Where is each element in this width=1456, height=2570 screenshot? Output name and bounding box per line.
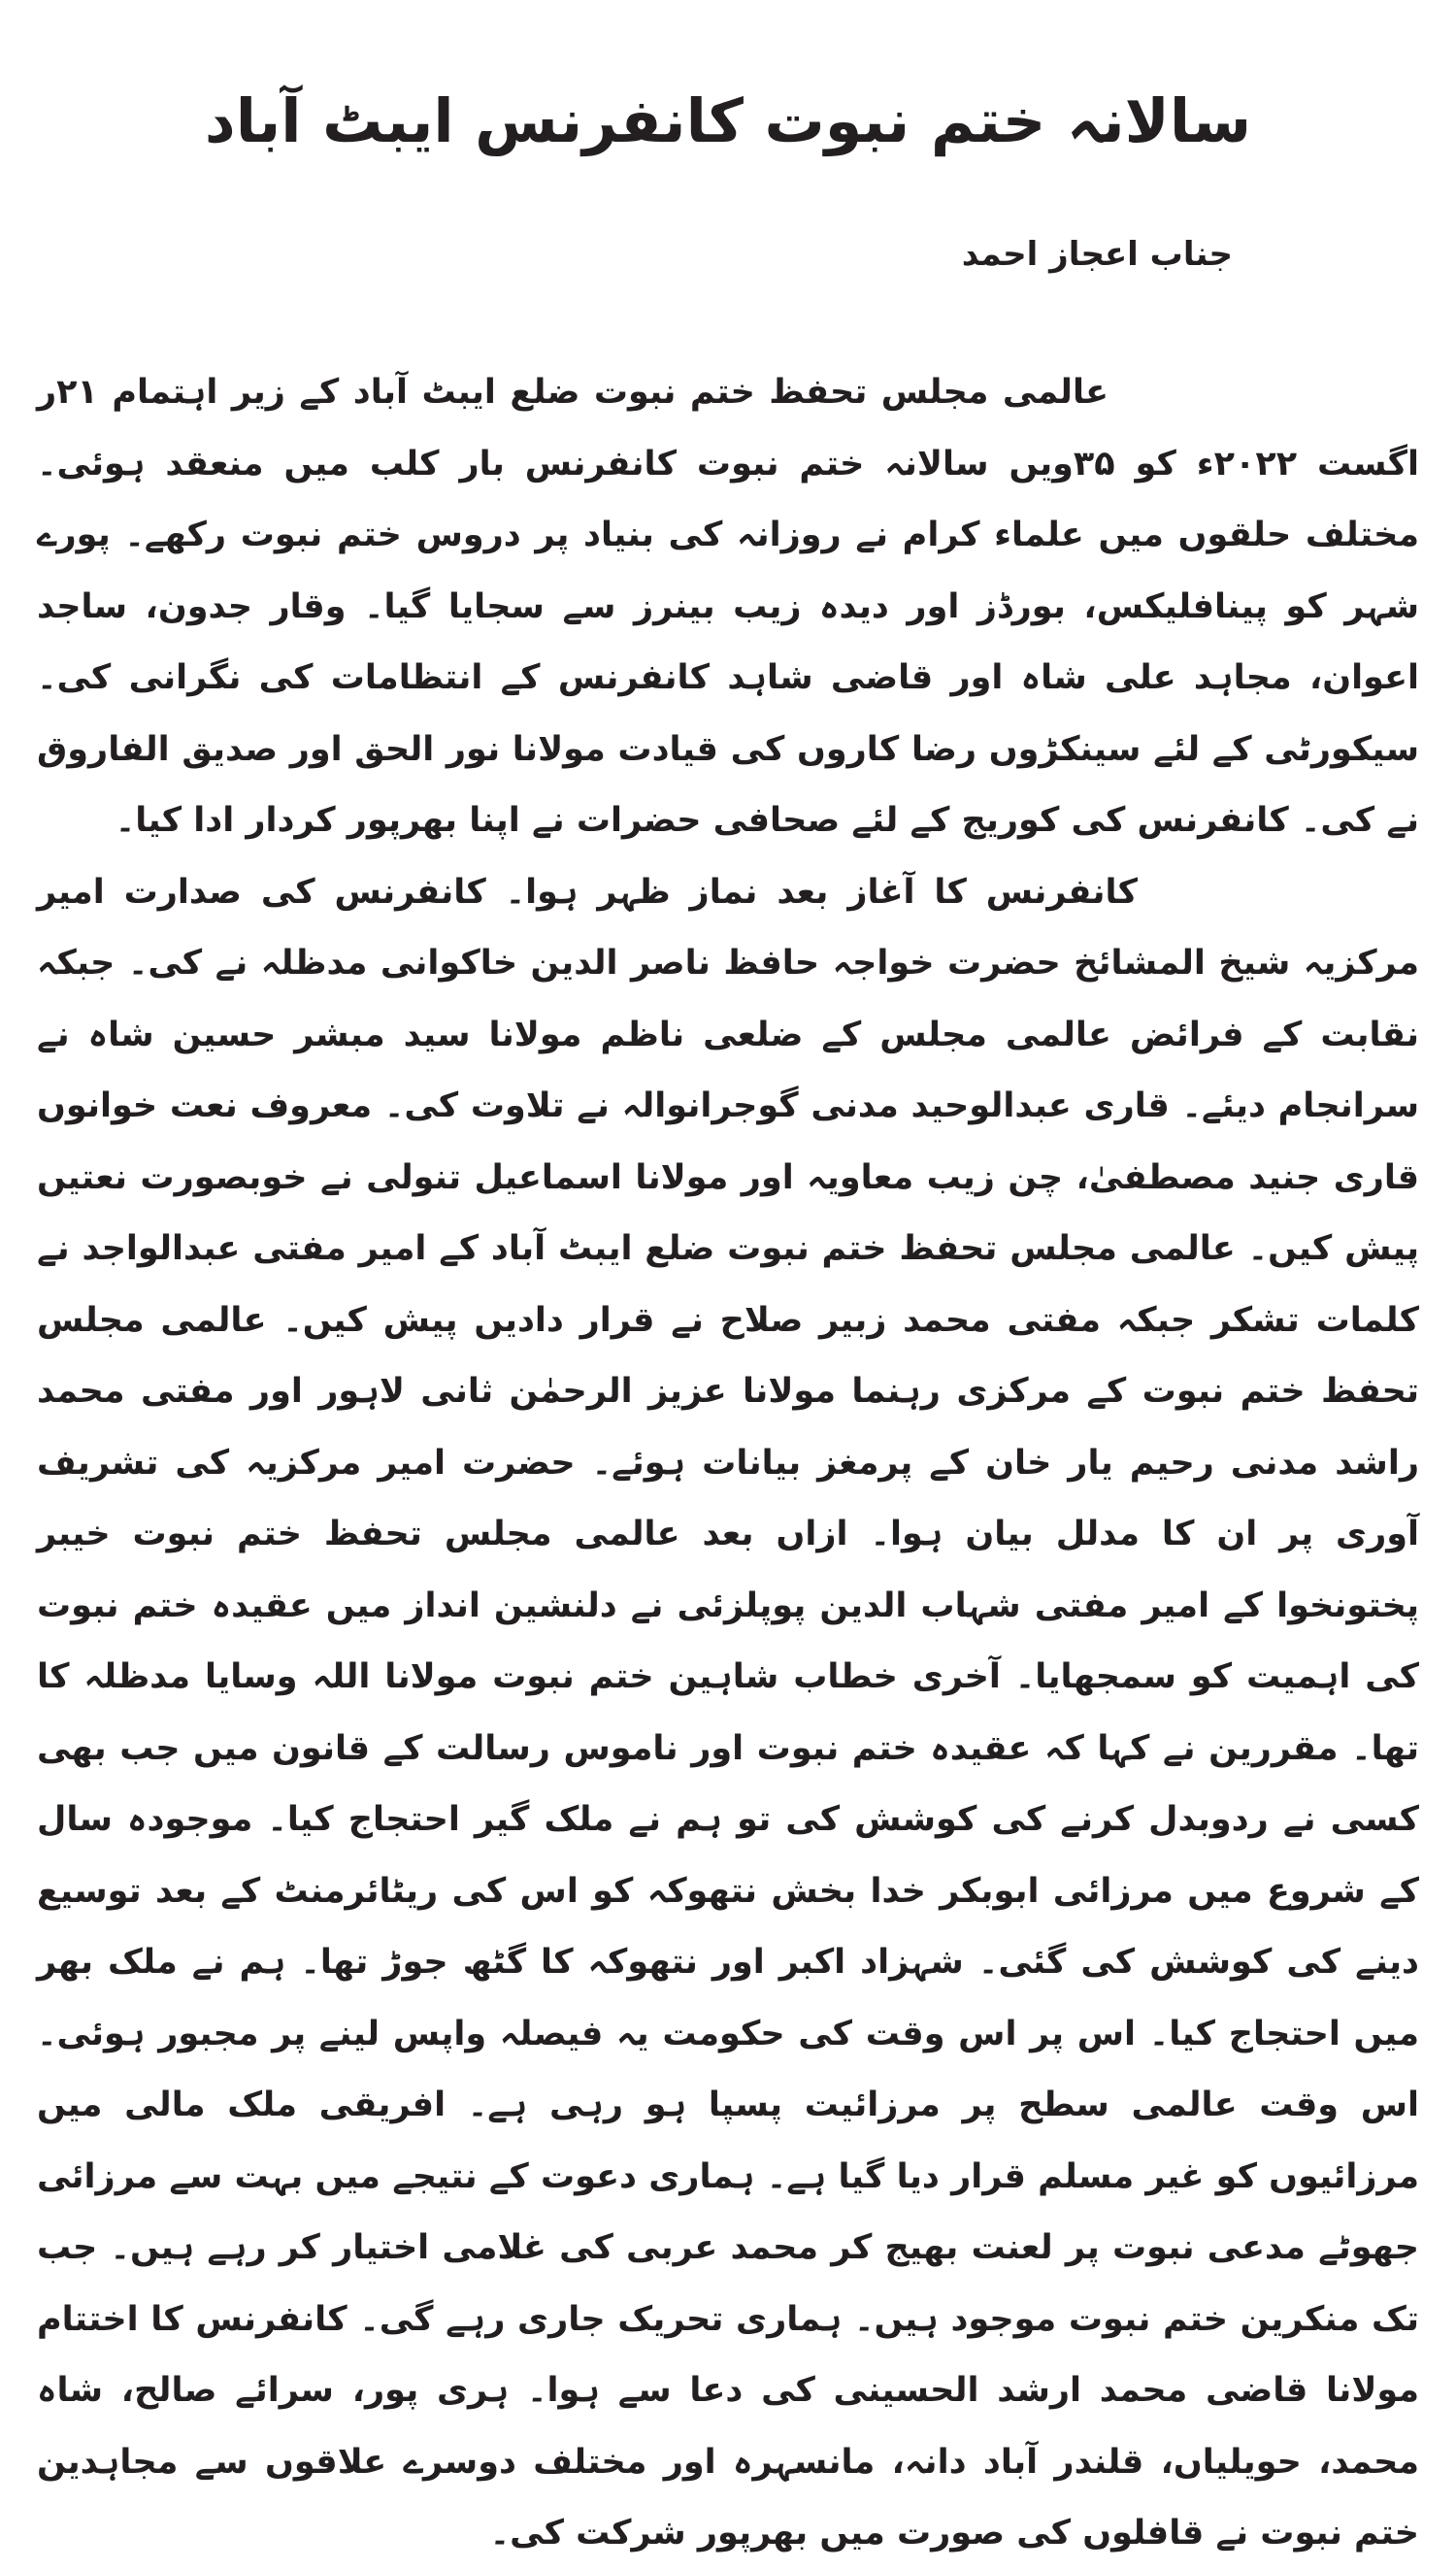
paragraph-2: کانفرنس کا آغاز بعد نماز ظہر ہوا۔ کانفرنس کی صدارت امیر مرکزیہ شیخ المشائخ حضرت خواجہ حافظ ناصر الدین خاکوانی مدظلہ نے کی۔ جبکہ نقابت کے فرائض عالمی مجلس کے ضلعی ناظم مولانا سید مبشر حسین شاہ نے سرانجام دیئے۔ قاری عبدالوحید مدنی گوجرانوالہ نے تلاوت کی۔ معروف نعت خوانوں قاری جنید مصطفیٰ، چن زیب معاویہ اور مولانا اسماعیل تنولی نے خوبصورت نعتیں پیش کیں۔ عالمی مجلس تحفظ ختم نبوت ضلع ایبٹ آباد کے امیر مفتی عبدالواجد نے کلمات تشکر جبکہ مفتی محمد زبیر صلاح نے قرار دادیں پیش کیں۔ عالمی مجلس تحفظ ختم نبوت کے مرکزی رہنما مولانا عزیز الرحمٰن ثانی لاہور اور مفتی محمد راشد مدنی رحیم یار خان کے پرمغز بیانات ہوئے۔ حضرت امیر مرکزیہ کی تشریف آوری پر ان کا مدلل بیان ہوا۔ ازاں بعد عالمی مجلس تحفظ ختم نبوت خیبر پختونخوا کے امیر مفتی شہاب الدین پوپلزئی نے دلنشین انداز میں عقیدہ ختم نبوت کی اہمیت کو سمجھایا۔ آخری خطاب شاہین ختم نبوت مولانا اللہ وسایا مدظلہ کا تھا۔ مقررین نے کہا کہ عقیدہ ختم نبوت اور ناموس رسالت کے قانون میں جب بھی کسی نے ردوبدل کرنے کی کوشش کی تو ہم نے ملک گیر احتجاج کیا۔ موجودہ سال کے شروع میں مرزائی ابوبکر خدا بخش نتھوکہ کو اس کی ریٹائرمنٹ کے بعد توسیع دینے کی کوشش کی گئی۔ شہزاد اکبر اور نتھوکہ کا گٹھ جوڑ تھا۔ ہم نے ملک بھر میں احتجاج کیا۔ اس پر اس وقت کی حکومت یہ فیصلہ واپس لینے پر مجبور ہوئی۔ اس وقت عالمی سطح پر مرزائیت پسپا ہو رہی ہے۔ افریقی ملک مالی میں مرزائیوں کو غیر مسلم قرار دیا گیا ہے۔ ہماری دعوت کے نتیجے میں بہت سے مرزائی جھوٹے مدعی نبوت پر لعنت بھیج کر محمد عربی کی غلامی اختیار کر رہے ہیں۔ جب تک منکرین ختم نبوت موجود ہیں۔ ہماری تحریک جاری رہے گی۔ کانفرنس کا اختتام مولانا قاضی محمد ارشد الحسینی کی دعا سے ہوا۔ ہری پور، سرائے صالح، شاہ محمد، حویلیاں، قلندر آباد دانہ، مانسہرہ اور مختلف دوسرے علاقوں سے مجاہدین ختم نبوت نے قافلوں کی صورت میں بھرپور شرکت کی۔ [37,872,1419,2553]
article-body [37,357,1419,2570]
paragraph-1: عالمی مجلس تحفظ ختم نبوت ضلع ایبٹ آباد کے زیر اہتمام ۲۱ر اگست ۲۰۲۲ء کو ۳۵ویں سالانہ ختم نبوت کانفرنس بار کلب میں منعقد ہوئی۔ مختلف حلقوں میں علماء کرام نے روزانہ کی بنیاد پر دروس ختم نبوت رکھے۔ پورے شہر کو پینافلیکس، بورڈز اور دیدہ زیب بینرز سے سجایا گیا۔ وقار جدون، ساجد اعوان، مجاہد علی شاہ اور قاضی شاہد کانفرنس کے انتظامات کی نگرانی کی۔ سیکورٹی کے لئے سینکڑوں رضا کاروں کی قیادت مولانا نور الحق اور صدیق الفاروق نے کی۔ کانفرنس کی کوریج کے لئے صحافی حضرات نے اپنا بھرپور کردار ادا کیا۔ [37,373,1420,840]
document-title: سالانہ ختم نبوت کانفرنس ایبٹ آباد [204,85,1252,156]
author-byline: جناب اعجاز احمد [961,235,1233,274]
